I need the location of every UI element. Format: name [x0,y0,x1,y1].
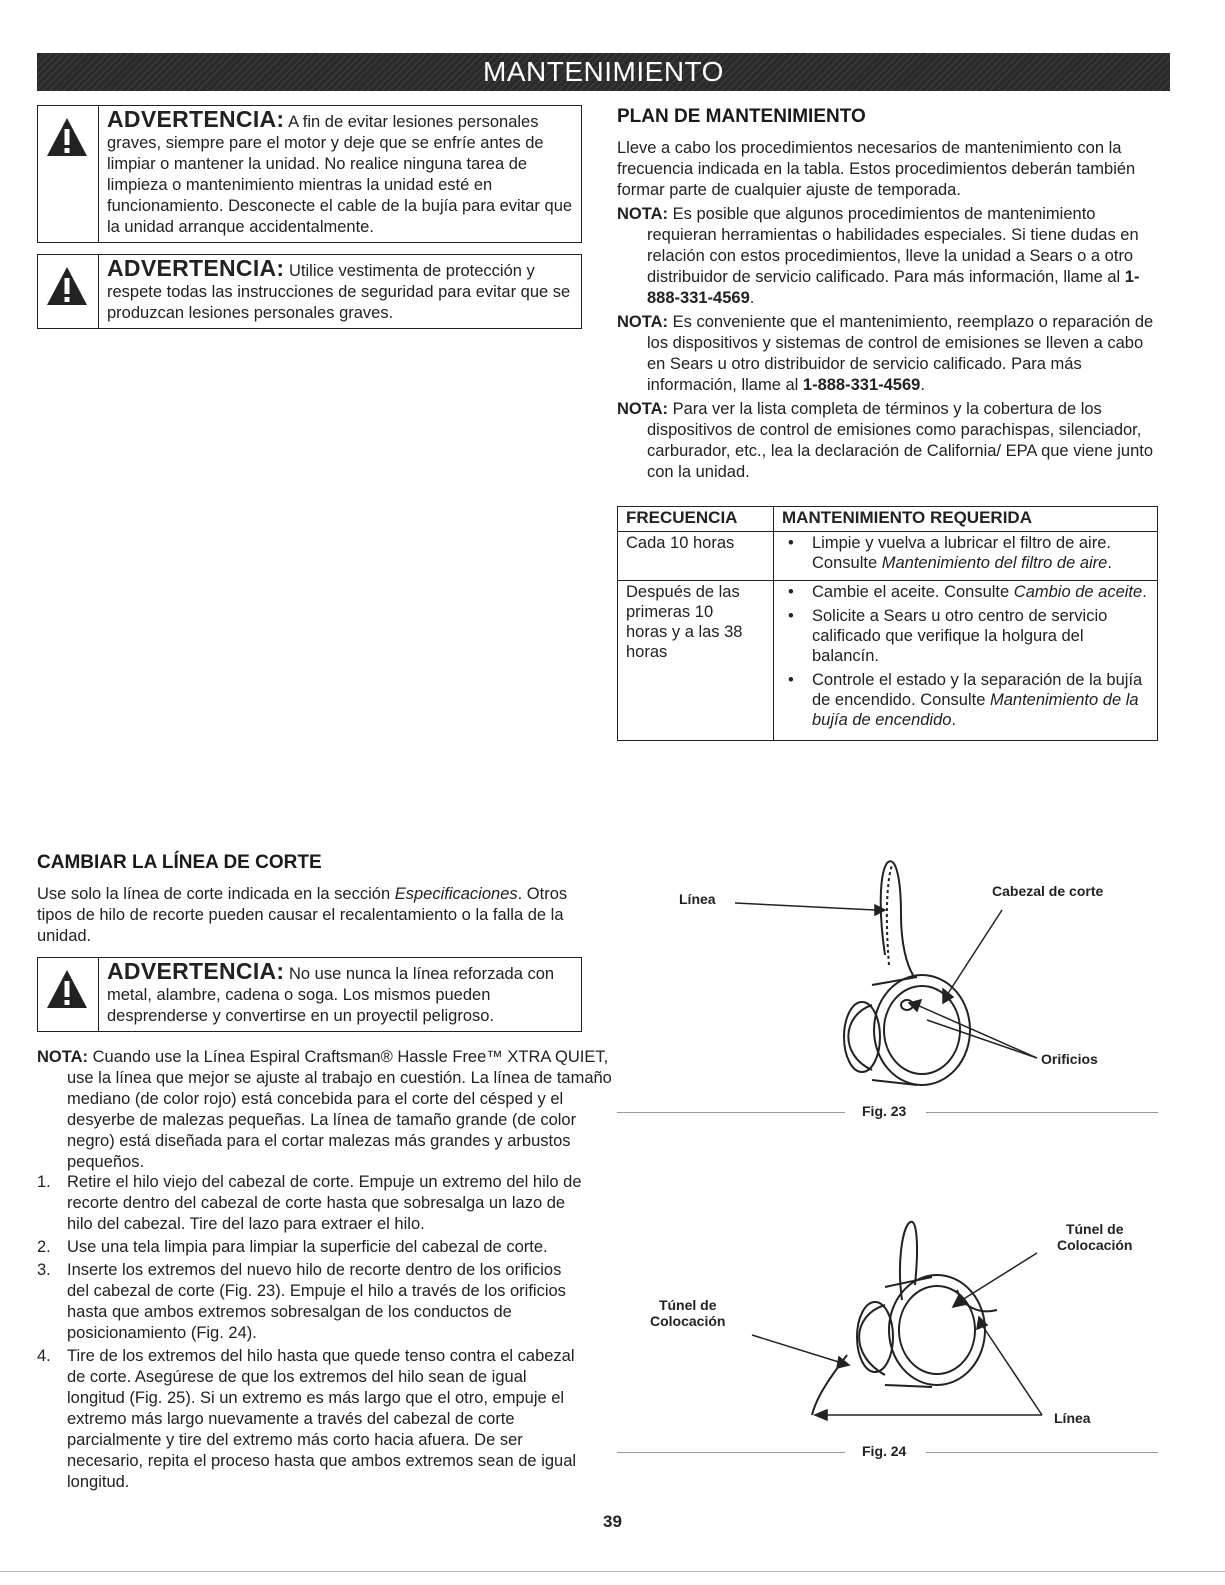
figure-caption: Fig. 23 [862,1103,907,1119]
note-label: NOTA: [617,400,669,418]
plan-note-1 [617,204,1162,309]
warning-text: Utilice vestimenta de protección y respete todas las instrucciones de seguridad para evitar que se produzcan lesiones personales graves. [107,262,571,322]
page-number: 39 [603,1512,622,1531]
step-number: 2. [37,1238,51,1256]
note-label: NOTA: [617,313,669,331]
warning-triangle-icon [45,265,89,307]
step-number: 4. [37,1347,51,1365]
plan-note-2 [617,312,1162,396]
label-line: Colocación [650,1313,726,1329]
figure-caption: Fig. 24 [862,1443,907,1459]
figure-23 [617,855,1162,1125]
maintenance-table [617,506,1158,741]
plan-intro: Lleve a cabo los procedimientos necesarios de mantenimiento con la frecuencia indicada en la tabla. Estos procedimientos deberán también formar parte de cualquier ajuste de temporada. [617,139,1136,199]
table-cell-frequency: Cada 10 horas [618,532,774,581]
warning-heading: ADVERTENCIA: [107,958,285,984]
cambiar-note [37,1047,612,1173]
list-item [37,1346,582,1493]
table-header-frequency: FRECUENCIA [618,507,774,532]
label-line: Túnel de [1065,1221,1124,1237]
table-header-maintenance: MANTENIMIENTO REQUERIDA [774,507,1158,532]
table-header-row [618,507,1158,532]
item-text: Limpie y vuelva a lubricar el filtro de aire. Consulte [812,534,1111,572]
steps-list [37,1172,582,1495]
item-end: . [951,711,957,729]
label-linea: Línea [1054,1410,1091,1426]
item-text: Cambie el aceite. Consulte [812,583,1014,601]
caption-rule [617,1452,845,1453]
step-text: Tire de los extremos del hilo hasta que quede tenso contra el cabezal de corte. Asegúrese de que los extremos del hilo sean de igual longitud (Fig. 25). Si un extremo es más largo que el otro, empuje el extremo más largo nuevamente a través del cabezal de corte parcialmente y tire del extremo más corto hacia afuera. De ser necesario, repita el proceso hasta que ambos extremos sean de igual longitud. [67,1347,577,1491]
warning-triangle-icon [45,968,89,1010]
label-tunel-left [650,1297,725,1329]
table-row [618,532,1158,581]
caption-rule [926,1452,1158,1453]
item-reference: Cambio de aceite [1013,583,1143,601]
list-item [782,606,1151,666]
warning-text: A fin de evitar lesiones personales graves, siempre pare el motor y deje que se enfríe antes de limpiar o mantener la unidad. No realice ninguna tarea de limpieza o mantenimiento mientras la unidad esté en funcionamiento. Desconecte el cable de la bujía para evitar que la unidad arranque accidentalmente. [107,113,573,236]
table-cell-maintenance [774,581,1158,741]
phone-number: 1-888-331-4569 [647,268,1140,307]
note-text: Es conveniente que el mantenimiento, reemplazo o reparación de los dispositivos y sistemas de control de emisiones se lleven a cabo en Sears u otro distribuidor de servicio calificado. Para más información, llame al [647,313,1154,394]
list-item [782,582,1151,602]
bottom-rule [0,1571,1225,1572]
cambiar-intro [37,884,582,947]
caption-rule [617,1112,845,1113]
warning-triangle-icon [45,116,89,158]
plan-body [617,138,1162,483]
label-tunel-right [1057,1221,1132,1253]
plan-title: PLAN DE MANTENIMIENTO [617,106,866,127]
warning-box-3 [37,957,582,1032]
note-end: . [749,289,755,307]
note-text: Para ver la lista completa de términos y la cobertura de los dispositivos de control de emisiones como parachispas, silenciador, carburador, etc., lea la declaración de California/ EPA que viene junto con la unidad. [647,400,1154,481]
label-line: Colocación [1057,1237,1133,1253]
note-text: Es posible que algunos procedimientos de mantenimiento requieran herramientas o habilidades especiales. Si tiene dudas en relación con estos procedimientos, lleve la unidad a Sears o a otro distribuidor de servicio calificado. Para más información, llame al [647,205,1139,286]
table-cell-maintenance [774,532,1158,581]
label-orificios: Orificios [1041,1051,1098,1067]
freq-text: Después de las primeras 10 horas y a las 38 horas [626,583,743,661]
cambiar-title: CAMBIAR LA LÍNEA DE CORTE [37,852,322,873]
note-label: NOTA: [37,1048,89,1066]
warning-box-1 [37,105,582,243]
list-item [782,533,1151,573]
caption-rule [926,1112,1158,1113]
table-cell-frequency [618,581,774,741]
figure-24 [617,1215,1162,1445]
label-linea: Línea [679,891,716,907]
label-cabezal: Cabezal de corte [992,883,1104,899]
intro-reference: Especificaciones [394,885,518,903]
intro-text-end: . Otros tipos de hilo de recorte pueden causar el recalentamiento o la falla de la unidad. [37,885,568,945]
note-label: NOTA: [617,205,669,223]
label-line: Túnel de [658,1297,717,1313]
list-item [37,1260,582,1344]
item-end: . [1107,554,1112,572]
step-text: Inserte los extremos del nuevo hilo de recorte dentro de los orificios del cabezal de corte (Fig. 23). Empuje el hilo a través de los orificios hasta que ambos extremos sobresalgan de los conductos de posicionamiento (Fig. 24). [67,1261,566,1342]
step-number: 3. [37,1261,51,1279]
item-text: Controle el estado y la separación de la bujía de encendido. Consulte [812,671,1143,709]
item-text: Solicite a Sears u otro centro de servicio calificado que verifique la holgura del balancín. [812,607,1108,665]
note-end: . [920,376,925,394]
warning-heading: ADVERTENCIA: [107,106,285,132]
step-text: Retire el hilo viejo del cabezal de corte. Empuje un extremo del hilo de recorte dentro del cabezal de corte hasta que sobresalga un lazo de hilo del cabezal. Tire del lazo para extraer el hilo. [67,1173,582,1233]
phone-number: 1-888-331-4569 [802,376,921,394]
note-text: Cuando use la Línea Espiral Craftsman® Hassle Free™ XTRA QUIET, use la línea que mejor se ajuste al trabajo en cuestión. La línea de tamaño mediano (de color rojo) está concebida para el corte del césped y el desyerbe de malezas pequeñas. La línea de tamaño grande (de color negro) está diseñada para el cortar malezas más grandes y arbustos pequeños. [67,1048,612,1171]
item-reference: Mantenimiento de la bujía de encendido [812,691,1139,729]
plan-note-3 [617,399,1162,483]
warning-heading: ADVERTENCIA: [107,255,285,281]
item-end: . [1142,583,1147,601]
warning-box-2 [37,254,582,329]
step-text: Use una tela limpia para limpiar la superficie del cabezal de corte. [67,1238,548,1256]
intro-text: Use solo la línea de corte indicada en la sección [37,885,395,903]
item-reference: Mantenimiento del filtro de aire [881,554,1108,572]
table-row [618,581,1158,741]
list-item [37,1172,582,1235]
step-number: 1. [37,1173,51,1191]
list-item [782,670,1151,730]
list-item [37,1237,582,1258]
section-banner: MANTENIMIENTO [37,53,1170,91]
warning-text: No use nunca la línea reforzada con metal, alambre, cadena o soga. Los mismos pueden desprenderse y convertirse en un proyectil peligroso. [107,965,555,1025]
